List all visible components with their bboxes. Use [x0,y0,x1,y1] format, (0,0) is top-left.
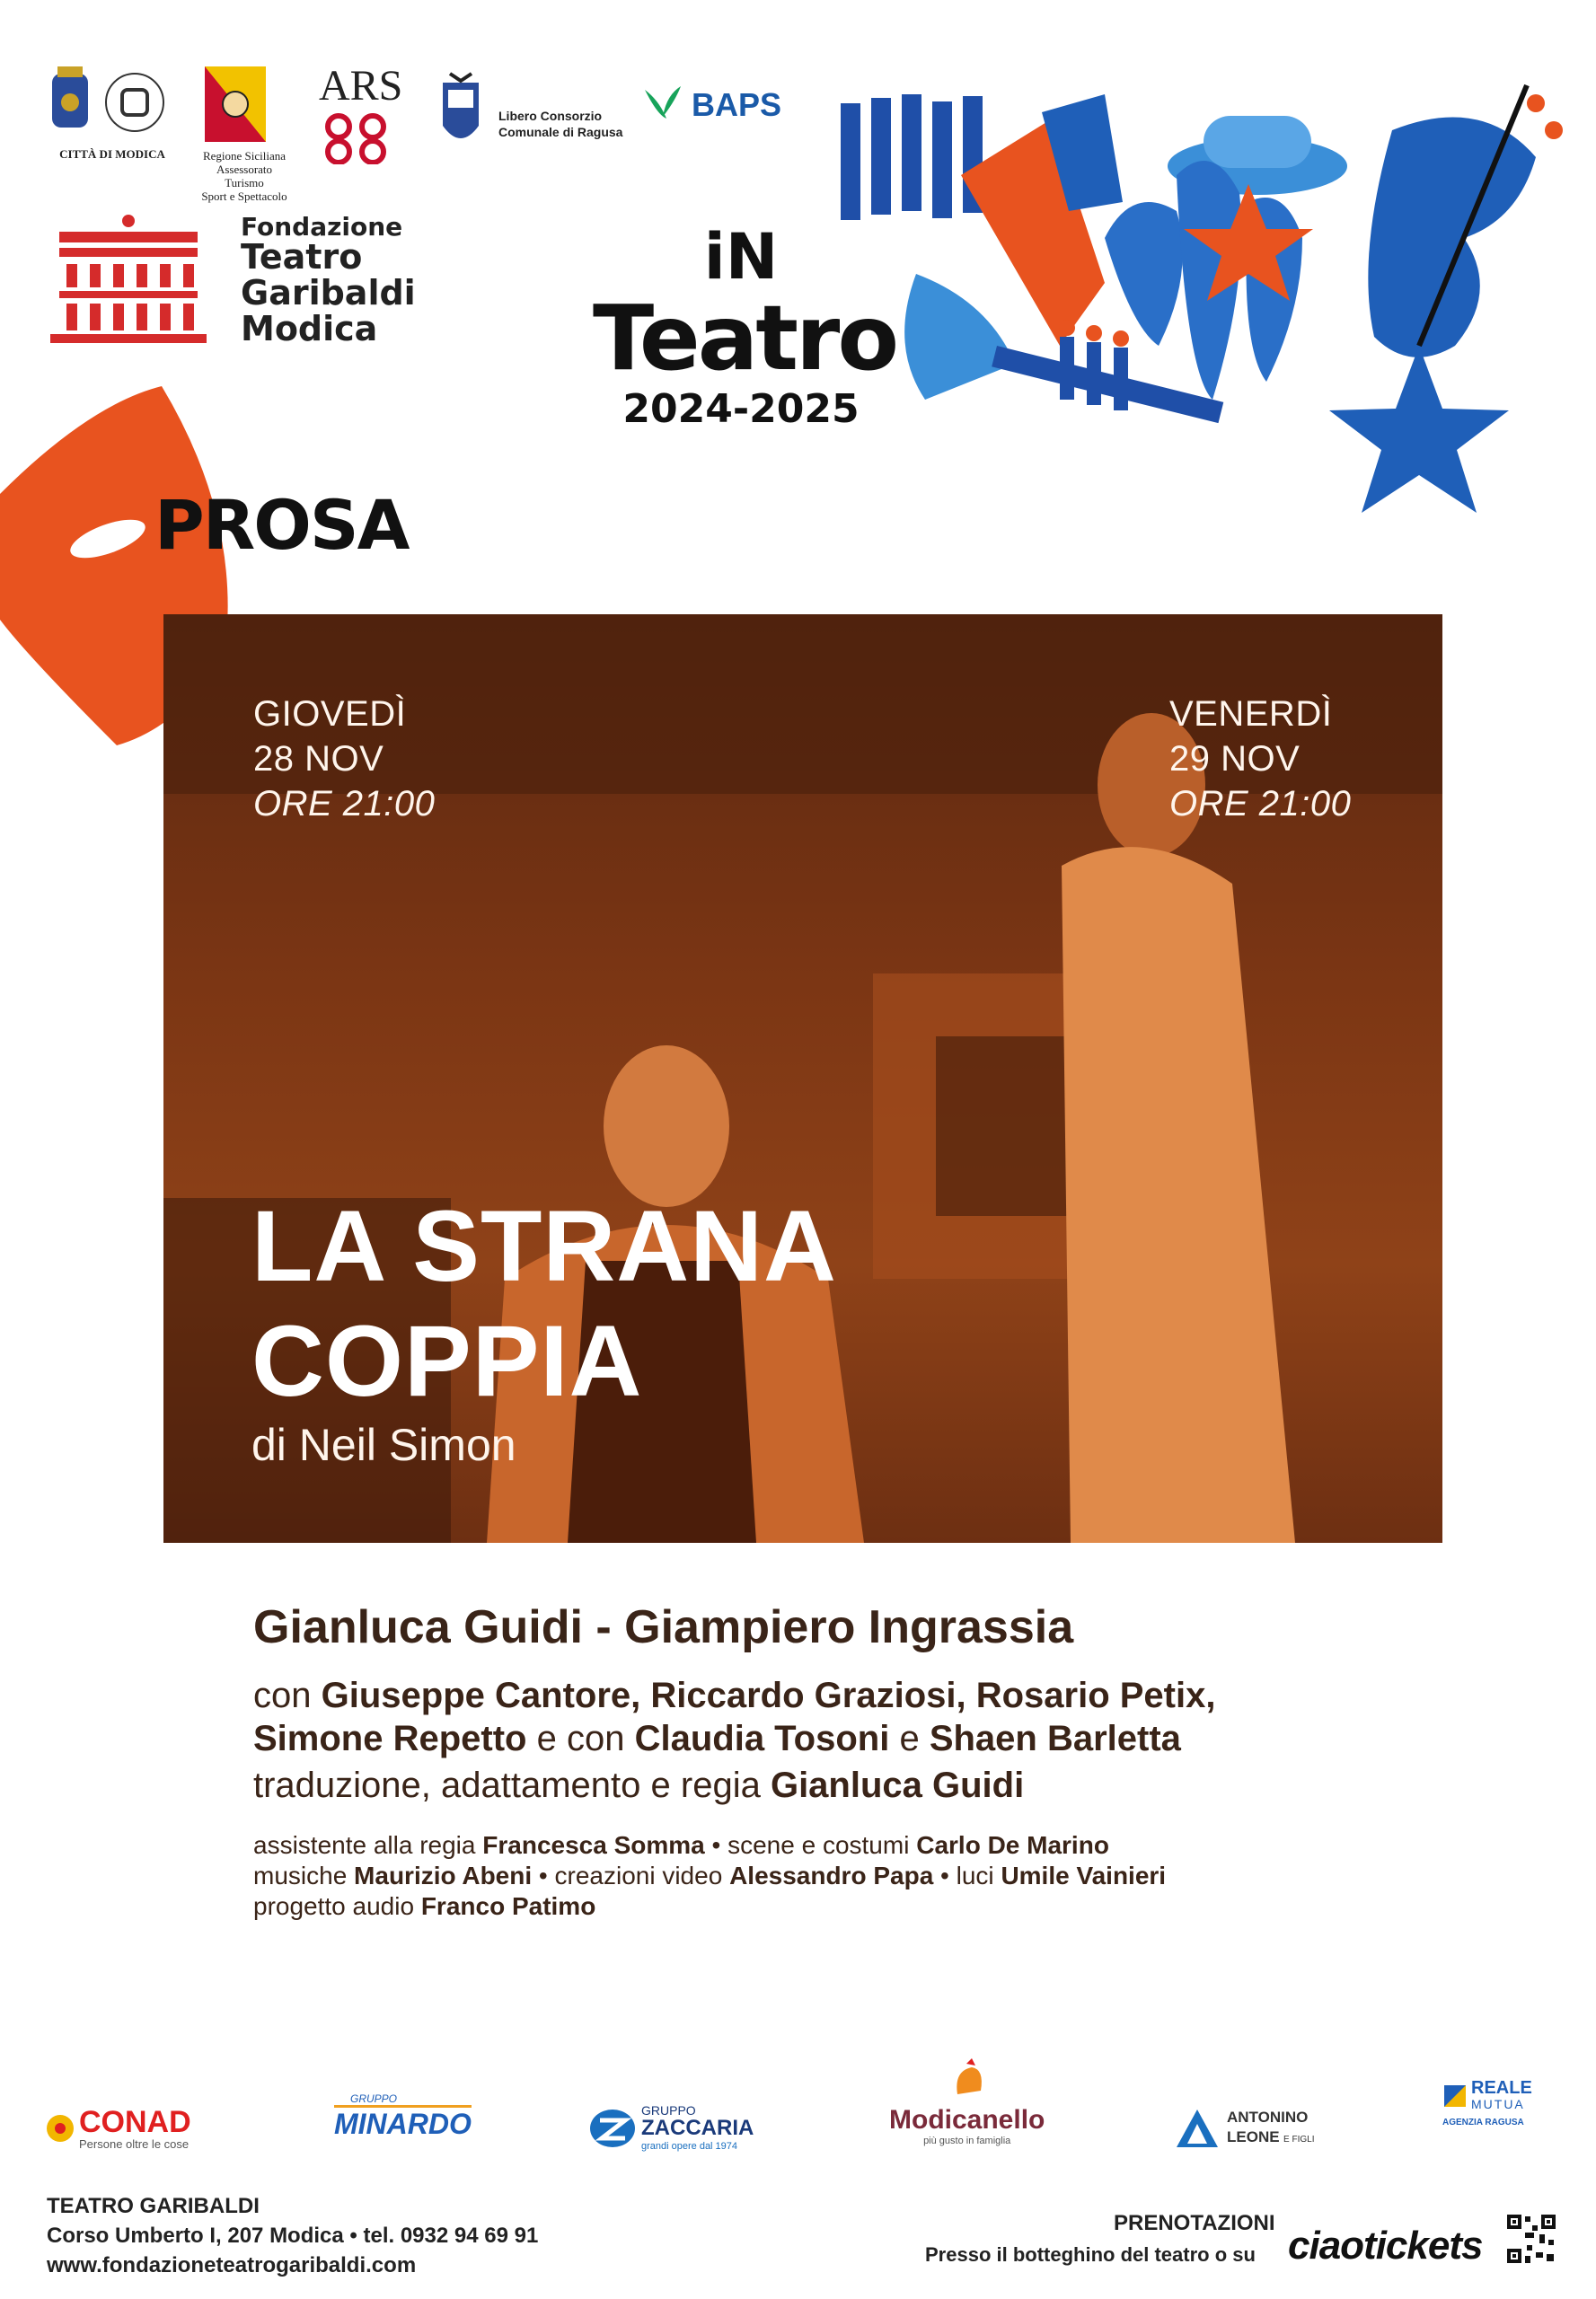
leone-line-2: LEONE [1227,2127,1280,2145]
theatre-facade-icon [47,214,210,348]
crew-label: creazioni video [554,1862,723,1889]
show-title [251,1189,837,1471]
crew-line-2: musiche Maurizio Abeni • creazioni video Alessandro Papa • luci Umile Vainieri [253,1862,1167,1889]
genre-label: PROSA [154,485,409,565]
title-line-1: LA STRANA [251,1190,837,1302]
modicanello-logo [889,2058,1045,2166]
e-con-label: e con [536,1719,625,1758]
reale-label: REALE [1471,2078,1532,2098]
show-photo [163,614,1442,1543]
crew-label: luci [956,1862,994,1889]
regione-line-1: Regione Siciliana [202,149,287,163]
season-years: 2024-2025 [622,386,860,432]
season-teatro: Teatro [593,286,897,391]
regione-siciliana-logo [199,65,289,204]
venue-website[interactable]: www.fondazioneteatrogaribaldi.com [47,2253,417,2277]
cast-shaen: Shaen Barletta [929,1719,1181,1758]
cast-line-1: Giuseppe Cantore, Riccardo Graziosi, Rosario Petix, [321,1676,1216,1715]
reale-mutua-logo [1442,2080,1532,2152]
libero-line-1: Libero Consorzio [498,109,603,123]
zaccaria-z-icon [589,2108,636,2149]
qr-code-icon[interactable] [1505,2213,1557,2265]
ars-spiral-icon [319,110,400,164]
minardo-logo [334,2092,472,2164]
cast-claudia: Claudia Tosoni [634,1719,890,1758]
city-crest-icon [45,63,180,144]
prenotazioni-label: PRENOTAZIONI [1114,2211,1275,2235]
libero-line-2: Comunale di Ragusa [498,125,623,139]
crew-line-3 [253,1891,1421,1922]
modicanello-tagline: più gusto in famiglia [923,2136,1011,2146]
presso-label: Presso il botteghino del teatro o su [925,2243,1256,2266]
zaccaria-label: ZACCARIA [641,2116,754,2140]
e-label: e [899,1719,920,1758]
lead-actors: Gianluca Guidi - Giampiero Ingrassia [253,1601,1074,1653]
citta-label: CITTÀ DI MODICA [59,147,165,161]
crew-name: Franco Patimo [420,1892,596,1920]
crew-name: Carlo De Marino [916,1831,1109,1859]
show-author: di Neil Simon [251,1420,516,1470]
regia-label: traduzione, adattamento e regia [253,1766,761,1805]
ars-label: ARS [319,62,403,110]
crew-label: musiche [253,1862,348,1889]
conad-flower-icon [45,2113,75,2144]
crew-label: scene e costumi [727,1831,910,1859]
con-label-1: con [253,1676,312,1715]
crew-name: Umile Vainieri [1001,1862,1167,1889]
minardo-small: GRUPPO [350,2092,398,2105]
booking-info [925,2211,1500,2274]
reale-mark-icon [1442,2083,1468,2109]
citta-di-modica-logo [45,63,180,162]
mutua-label: MUTUA [1471,2097,1525,2111]
title-line-2: COPPIA [251,1305,643,1417]
piano-keys-icon [841,94,983,220]
leone-line-3: E FIGLI [1283,2134,1315,2145]
zaccaria-tagline: grandi opere dal 1974 [641,2141,738,2152]
baps-label: BAPS [692,86,782,123]
crew-name: Maurizio Abeni [354,1862,533,1889]
ars-logo [319,61,403,169]
leone-line-1: ANTONINO [1227,2108,1309,2126]
conad-label: CONAD [79,2104,191,2139]
leone-triangle-icon [1175,2106,1220,2151]
venue-info [47,2191,538,2280]
crew-name: Francesca Somma [482,1831,705,1859]
zaccaria-small: GRUPPO [641,2103,696,2118]
teatro-label: Teatro [241,237,363,277]
date-1 [253,691,435,826]
conad-tagline: Persone oltre le cose [79,2136,190,2151]
teatro-garibaldi-logo [47,214,424,348]
regia-name: Gianluca Guidi [770,1766,1025,1805]
cast-simone: Simone Repetto [253,1719,527,1758]
regione-line-3: Sport e Spettacolo [201,189,287,203]
crew-line-1: assistente alla regia Francesca Somma • scene e costumi Carlo De Marino [253,1831,1109,1859]
regione-line-2: Assessorato Turismo [216,162,273,189]
blue-star-icon [1329,346,1509,513]
baps-logo [639,83,801,128]
season-in: iN [703,220,779,294]
ciaotickets-logo[interactable]: ciaotickets [1288,2224,1483,2268]
crew-name: Alessandro Papa [729,1862,934,1889]
ragusa-crest-icon [434,70,488,156]
baps-leaf-icon [639,83,686,122]
zaccaria-logo [589,2092,754,2164]
crew-label: progetto audio [253,1892,415,1920]
reale-agency: AGENZIA RAGUSA [1442,2118,1524,2127]
venue-name: TEATRO GARIBALDI [47,2194,260,2218]
modicanello-label: Modicanello [889,2105,1045,2135]
minardo-label: MINARDO [334,2105,472,2141]
date-2 [1169,691,1351,826]
violin-icon [1368,85,1563,357]
rooster-icon [945,2058,990,2105]
crew-label: assistente alla regia [253,1831,476,1859]
fondazione-label: Fondazione [241,212,403,242]
libero-consorzio-logo [434,70,631,160]
conad-logo [45,2092,191,2164]
date-1-date: 28 NOV [253,739,384,779]
music-theatre-illustration [835,76,1590,516]
date-2-day: VENERDÌ [1169,694,1333,734]
trinacria-icon [199,65,271,145]
garibaldi-label: Garibaldi [241,273,416,313]
credits-block [253,1600,1421,1922]
modica-label: Modica [241,309,378,349]
date-1-day: GIOVEDÌ [253,694,407,734]
date-2-time: ORE 21:00 [1169,784,1352,824]
date-1-time: ORE 21:00 [253,784,436,824]
leone-logo [1175,2092,1314,2164]
venue-address: Corso Umberto I, 207 Modica • tel. 0932 94 69 91 [47,2224,539,2248]
date-2-date: 29 NOV [1169,739,1301,779]
